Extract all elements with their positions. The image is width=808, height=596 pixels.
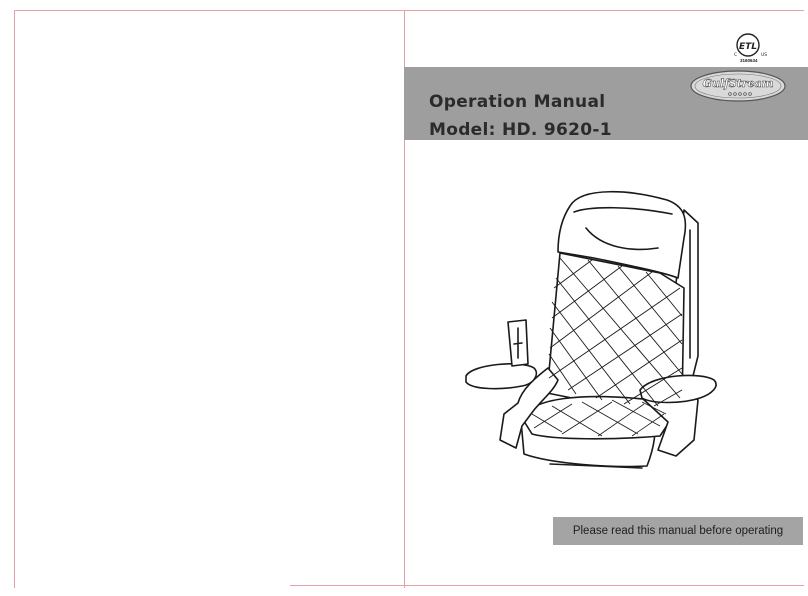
brand-logo-text: GulfStream [702, 77, 774, 90]
etl-certification-icon [728, 32, 768, 60]
brand-logo [688, 68, 788, 104]
manual-title: Operation Manual [429, 92, 606, 112]
certification-code: 3160634 [740, 58, 758, 63]
etl-right-letter: US [761, 53, 768, 58]
etl-mark-text: ETL [738, 42, 758, 52]
etl-left-letter: C [734, 53, 738, 58]
model-number: Model: HD. 9620-1 [429, 120, 612, 140]
read-manual-notice: Please read this manual before operating [553, 517, 803, 545]
pedicure-chair-illustration [462, 178, 722, 478]
